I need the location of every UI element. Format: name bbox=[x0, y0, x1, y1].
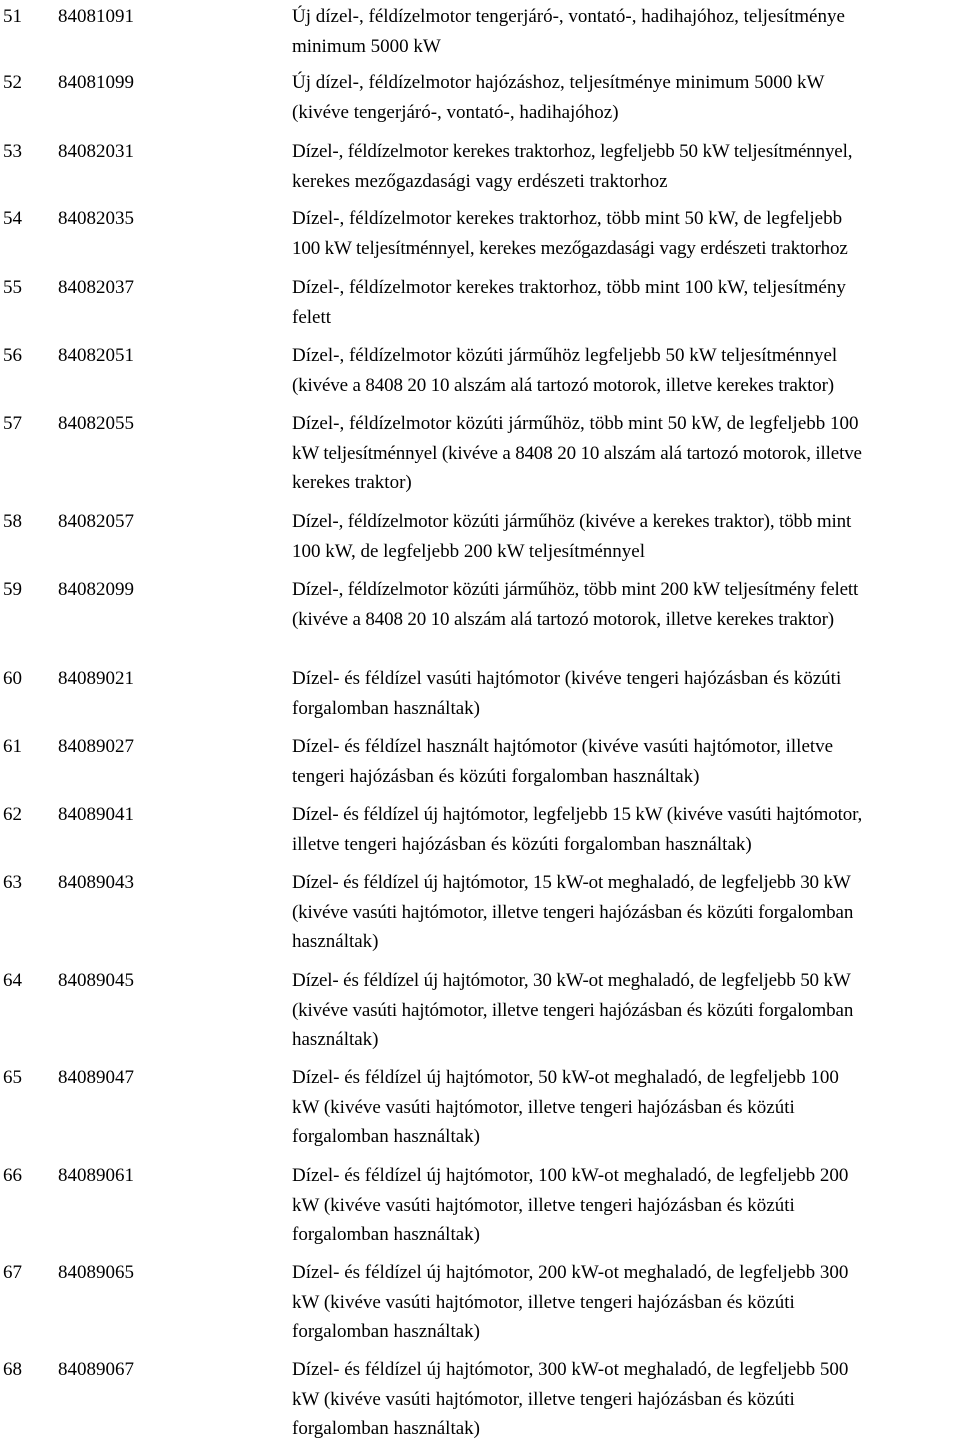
description-line: kW (kivéve vasúti hajtómotor, illetve tengeri hajózásban és közúti bbox=[292, 1194, 795, 1216]
row-number: 51 bbox=[3, 6, 22, 27]
row-number: 58 bbox=[3, 511, 22, 532]
row-description bbox=[292, 1063, 954, 1152]
row-number: 63 bbox=[3, 872, 22, 893]
description-line: Dízel-, féldízelmotor kerekes traktorhoz, több mint 50 kW, de legfeljebb bbox=[292, 208, 843, 229]
description-line: Dízel-, féldízelmotor közúti járműhöz legfeljebb 50 kW teljesítménnyel bbox=[292, 345, 838, 366]
row-number: 62 bbox=[3, 804, 22, 825]
description-line: Dízel-, féldízelmotor kerekes traktorhoz, több mint 100 kW, teljesítmény bbox=[292, 277, 846, 298]
description-line: (kivéve tengerjáró-, vontató-, hadihajóhoz) bbox=[292, 101, 619, 123]
description-line: Dízel- és féldízel új hajtómotor, 100 kW-ot meghaladó, de legfeljebb 200 bbox=[292, 1165, 849, 1186]
row-description bbox=[292, 273, 954, 332]
row-number: 59 bbox=[3, 579, 22, 600]
tariff-code: 84089061 bbox=[58, 1165, 134, 1186]
description-line: Dízel- és féldízel vasúti hajtómotor (kivéve tengeri hajózásban és közúti bbox=[292, 668, 842, 689]
description-line: minimum 5000 kW bbox=[292, 35, 441, 57]
row-description bbox=[292, 868, 954, 957]
tariff-code: 84089047 bbox=[58, 1067, 134, 1088]
tariff-code: 84082055 bbox=[58, 413, 134, 434]
row-number: 57 bbox=[3, 413, 22, 434]
row-description bbox=[292, 664, 954, 723]
description-line: Új dízel-, féldízelmotor tengerjáró-, vontató-, hadihajóhoz, teljesítménye bbox=[292, 6, 845, 27]
tariff-code: 84082037 bbox=[58, 277, 134, 298]
row-number: 60 bbox=[3, 668, 22, 689]
description-line: kW teljesítménnyel (kivéve a 8408 20 10 alszám alá tartozó motorok, illetve bbox=[292, 442, 862, 464]
description-line: Dízel- és féldízel új hajtómotor, 30 kW-ot meghaladó, de legfeljebb 50 kW bbox=[292, 970, 851, 991]
description-line: 100 kW, de legfeljebb 200 kW teljesítménnyel bbox=[292, 540, 646, 562]
description-line: illetve tengeri hajózásban és közúti forgalomban használtak) bbox=[292, 833, 752, 855]
description-line: Dízel- és féldízel használt hajtómotor (kivéve vasúti hajtómotor, illetve bbox=[292, 736, 834, 757]
description-line: kW (kivéve vasúti hajtómotor, illetve tengeri hajózásban és közúti bbox=[292, 1291, 795, 1313]
row-description bbox=[292, 1258, 954, 1347]
tariff-code: 84082035 bbox=[58, 208, 134, 229]
row-description bbox=[292, 966, 954, 1055]
row-number: 53 bbox=[3, 141, 22, 162]
tariff-code: 84089041 bbox=[58, 804, 134, 825]
description-line: Dízel- és féldízel új hajtómotor, 300 kW-ot meghaladó, de legfeljebb 500 bbox=[292, 1359, 849, 1380]
row-number: 55 bbox=[3, 277, 22, 298]
description-line: kerekes mezőgazdasági vagy erdészeti traktorhoz bbox=[292, 170, 668, 192]
description-line: Dízel- és féldízel új hajtómotor, 15 kW-ot meghaladó, de legfeljebb 30 kW bbox=[292, 872, 851, 893]
row-number: 65 bbox=[3, 1067, 22, 1088]
description-line: használtak) bbox=[292, 1029, 379, 1050]
description-line: forgalomban használtak) bbox=[292, 1126, 480, 1147]
description-line: Új dízel-, féldízelmotor hajózáshoz, teljesítménye minimum 5000 kW bbox=[292, 72, 825, 93]
tariff-code: 84089043 bbox=[58, 872, 134, 893]
row-number: 68 bbox=[3, 1359, 22, 1380]
description-line: forgalomban használtak) bbox=[292, 697, 480, 719]
description-line: kerekes traktor) bbox=[292, 472, 412, 493]
row-description bbox=[292, 1161, 954, 1250]
description-line: Dízel- és féldízel új hajtómotor, legfeljebb 15 kW (kivéve vasúti hajtómotor, bbox=[292, 804, 863, 825]
description-line: (kivéve a 8408 20 10 alszám alá tartozó motorok, illetve kerekes traktor) bbox=[292, 608, 834, 630]
row-number: 52 bbox=[3, 72, 22, 93]
description-line: kW (kivéve vasúti hajtómotor, illetve tengeri hajózásban és közúti bbox=[292, 1388, 795, 1410]
row-description bbox=[292, 68, 954, 127]
row-description bbox=[292, 204, 954, 263]
tariff-code: 84082099 bbox=[58, 579, 134, 600]
description-line: 100 kW teljesítménnyel, kerekes mezőgazdasági vagy erdészeti traktorhoz bbox=[292, 237, 848, 259]
row-number: 56 bbox=[3, 345, 22, 366]
description-line: forgalomban használtak) bbox=[292, 1418, 480, 1439]
tariff-code: 84089027 bbox=[58, 736, 134, 757]
tariff-code: 84089067 bbox=[58, 1359, 134, 1380]
tariff-code: 84089045 bbox=[58, 970, 134, 991]
description-line: (kivéve vasúti hajtómotor, illetve tengeri hajózásban és közúti forgalomban bbox=[292, 901, 854, 923]
description-line: Dízel-, féldízelmotor közúti járműhöz (kivéve a kerekes traktor), több mint bbox=[292, 511, 852, 532]
description-line: forgalomban használtak) bbox=[292, 1321, 480, 1342]
tariff-code: 84081099 bbox=[58, 72, 134, 93]
row-description bbox=[292, 137, 954, 196]
row-description bbox=[292, 2, 954, 61]
description-line: tengeri hajózásban és közúti forgalomban használtak) bbox=[292, 765, 700, 787]
row-number: 64 bbox=[3, 970, 22, 991]
description-line: kW (kivéve vasúti hajtómotor, illetve tengeri hajózásban és közúti bbox=[292, 1096, 795, 1118]
description-line: (kivéve vasúti hajtómotor, illetve tengeri hajózásban és közúti forgalomban bbox=[292, 999, 854, 1021]
row-description bbox=[292, 575, 954, 634]
row-description bbox=[292, 507, 954, 566]
row-number: 54 bbox=[3, 208, 22, 229]
description-line: felett bbox=[292, 306, 332, 328]
tariff-code: 84089065 bbox=[58, 1262, 134, 1283]
description-line: Dízel-, féldízelmotor kerekes traktorhoz, legfeljebb 50 kW teljesítménnyel, bbox=[292, 141, 853, 162]
row-description bbox=[292, 1355, 954, 1444]
description-line: Dízel- és féldízel új hajtómotor, 50 kW-ot meghaladó, de legfeljebb 100 bbox=[292, 1067, 839, 1088]
row-description bbox=[292, 732, 954, 791]
row-number: 66 bbox=[3, 1165, 22, 1186]
description-line: használtak) bbox=[292, 931, 379, 952]
description-line: Dízel-, féldízelmotor közúti járműhöz, több mint 200 kW teljesítmény felett bbox=[292, 579, 859, 600]
row-description bbox=[292, 409, 954, 498]
row-number: 61 bbox=[3, 736, 22, 757]
tariff-code: 84081091 bbox=[58, 6, 134, 27]
tariff-code: 84082051 bbox=[58, 345, 134, 366]
tariff-code: 84082057 bbox=[58, 511, 134, 532]
row-description bbox=[292, 800, 954, 859]
description-line: Dízel-, féldízelmotor közúti járműhöz, több mint 50 kW, de legfeljebb 100 bbox=[292, 413, 859, 434]
row-description bbox=[292, 341, 954, 400]
description-line: (kivéve a 8408 20 10 alszám alá tartozó motorok, illetve kerekes traktor) bbox=[292, 374, 834, 396]
description-line: forgalomban használtak) bbox=[292, 1224, 480, 1245]
tariff-code: 84089021 bbox=[58, 668, 134, 689]
row-number: 67 bbox=[3, 1262, 22, 1283]
description-line: Dízel- és féldízel új hajtómotor, 200 kW-ot meghaladó, de legfeljebb 300 bbox=[292, 1262, 849, 1283]
tariff-code: 84082031 bbox=[58, 141, 134, 162]
